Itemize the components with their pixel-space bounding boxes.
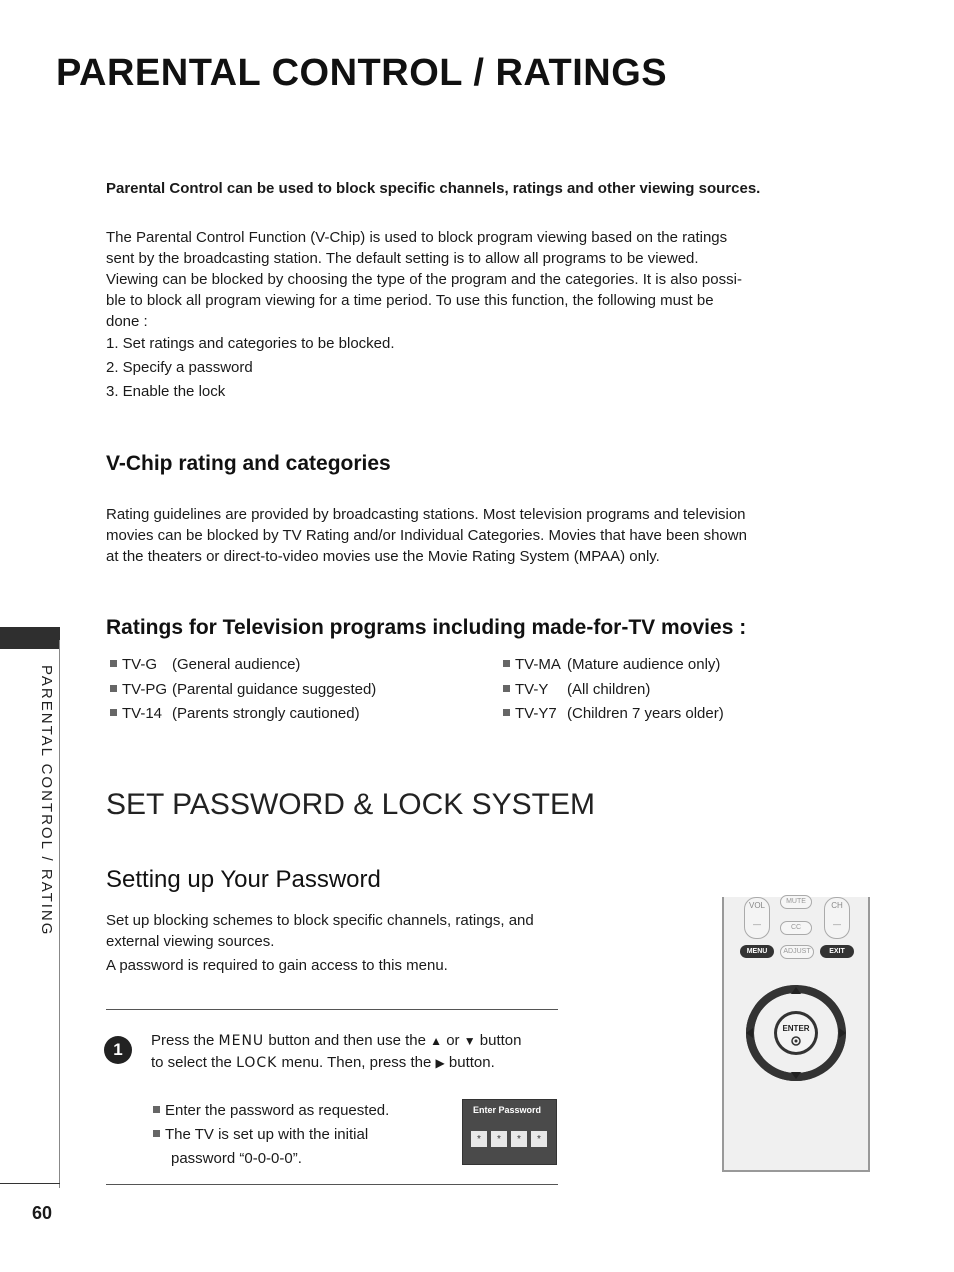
step-notes: [153, 1099, 389, 1171]
password-digit: *: [531, 1131, 547, 1147]
remote-control-illustration: [722, 897, 870, 1172]
divider: [106, 1184, 558, 1185]
rating-desc: (Children 7 years older): [567, 705, 724, 722]
bullet-icon: [153, 1130, 160, 1137]
bullet-icon: [110, 660, 117, 667]
password-heading: Setting up Your Password: [106, 866, 381, 893]
intro-line: sent by the broadcasting station. The default setting is to allow all programs to be viewed.: [106, 250, 699, 267]
rating-code: TV-Y: [515, 680, 549, 698]
rating-desc: (Mature audience only): [567, 656, 721, 673]
password-digit: *: [471, 1131, 487, 1147]
tv-ratings-heading: Ratings for Television programs including made-for-TV movies :: [106, 616, 747, 639]
osd-label: Enter Password: [473, 1105, 542, 1115]
password-line: A password is required to gain access to this menu.: [106, 957, 448, 974]
bullet-icon: [110, 709, 117, 716]
password-line: external viewing sources.: [106, 933, 275, 950]
bullet-icon: [503, 660, 510, 667]
intro-line: Viewing can be blocked by choosing the type of the program and the categories. It is also possi-: [106, 271, 742, 288]
step-text-part: button.: [444, 1054, 495, 1071]
up-arrow-icon: ▲: [430, 1034, 443, 1048]
note-text: Enter the password as requested.: [165, 1102, 390, 1119]
rating-desc: (Parents strongly cautioned): [172, 705, 360, 722]
adjust-button: ADJUST: [780, 945, 814, 959]
step-item: 2. Specify a password: [106, 359, 253, 376]
password-digit: *: [491, 1131, 507, 1147]
menu-button: MENU: [740, 945, 774, 958]
step1-text: [151, 1030, 551, 1074]
ch-label: CH: [831, 901, 843, 910]
enter-label: ENTER: [782, 1024, 810, 1033]
exit-button: EXIT: [820, 945, 854, 958]
page-number: 60: [32, 1203, 53, 1223]
rating-desc: (General audience): [172, 656, 301, 673]
enter-button-face: [777, 1014, 815, 1052]
ratings-right-list: [503, 656, 724, 730]
rating-item: [503, 681, 724, 706]
step-text-part: to select the: [151, 1054, 237, 1071]
rating-item: [110, 705, 376, 730]
password-digit: *: [511, 1131, 527, 1147]
step-text-part: button and then use the: [264, 1032, 431, 1049]
navigation-pad: [744, 983, 848, 1083]
rating-code: TV-G: [122, 656, 158, 673]
side-rule: [59, 640, 60, 1188]
intro-line: The Parental Control Function (V-Chip) is used to block program viewing based on the ratings: [106, 229, 728, 246]
mute-button: MUTE: [780, 895, 812, 909]
vchip-line: at the theaters or direct-to-video movies use the Movie Rating System (MPAA) only.: [106, 548, 660, 565]
password-paragraph: [106, 910, 566, 976]
lock-keyword: LOCK: [236, 1055, 278, 1071]
page-title: PARENTAL CONTROL / RATINGS: [56, 52, 668, 94]
step-text-part: button: [475, 1032, 522, 1049]
step-text-part: or: [442, 1032, 464, 1049]
password-line: Set up blocking schemes to block specific channels, ratings, and: [106, 912, 534, 929]
cc-button: CC: [780, 921, 812, 935]
divider: [106, 1009, 558, 1010]
section-title: SET PASSWORD & LOCK SYSTEM: [106, 788, 595, 821]
bullet-icon: [153, 1106, 160, 1113]
rating-item: [503, 656, 724, 681]
intro-paragraph: [106, 227, 766, 332]
note-text: The TV is set up with the initial: [165, 1126, 369, 1143]
vchip-line: Rating guidelines are provided by broadcasting stations. Most television programs and television: [106, 506, 746, 523]
bullet-icon: [110, 685, 117, 692]
intro-line: ble to block all program viewing for a time period. To use this function, the following must be: [106, 292, 714, 309]
step-item: 3. Enable the lock: [106, 383, 226, 400]
enter-dot-center: [795, 1040, 798, 1043]
vol-button: VOL —: [744, 897, 770, 939]
password-osd: [462, 1099, 557, 1165]
note-text: password “0-0-0-0”.: [171, 1150, 302, 1167]
menu-keyword: MENU: [218, 1033, 265, 1049]
note-item: [153, 1099, 389, 1123]
ch-button: CH —: [824, 897, 850, 939]
step-number-badge: 1: [104, 1036, 132, 1064]
lead-text: Parental Control can be used to block specific channels, ratings and other viewing sources.: [106, 180, 761, 197]
rating-code: TV-Y7: [515, 705, 557, 722]
rating-item: [110, 681, 376, 706]
bullet-icon: [503, 709, 510, 716]
rating-desc: (All children): [567, 680, 651, 698]
page-number-rule: [0, 1183, 60, 1184]
step-text-part: menu. Then, press the: [277, 1054, 436, 1071]
vol-label: VOL: [748, 901, 765, 910]
rating-desc: (Parental guidance suggested): [172, 680, 377, 698]
down-arrow-icon: ▼: [463, 1034, 476, 1048]
bullet-icon: [503, 685, 510, 692]
ratings-left-list: [110, 656, 376, 730]
rating-code: TV-PG: [122, 680, 168, 698]
rating-item: [503, 705, 724, 730]
note-item: [153, 1123, 389, 1147]
vchip-paragraph: [106, 504, 766, 567]
rating-code: TV-MA: [515, 656, 561, 673]
rating-code: TV-14: [122, 705, 163, 722]
step-item: 1. Set ratings and categories to be blocked.: [106, 335, 395, 352]
rating-item: [110, 656, 376, 681]
side-section-label: PARENTAL CONTROL / RATING: [38, 665, 55, 937]
vchip-line: movies can be blocked by TV Rating and/or Individual Categories. Movies that have been shown: [106, 527, 747, 544]
step-text-part: Press the: [151, 1032, 219, 1049]
vchip-heading: V-Chip rating and categories: [106, 452, 391, 475]
side-tab: [0, 627, 60, 649]
intro-line: done :: [106, 313, 148, 330]
right-arrow-icon: ▶: [435, 1056, 445, 1070]
